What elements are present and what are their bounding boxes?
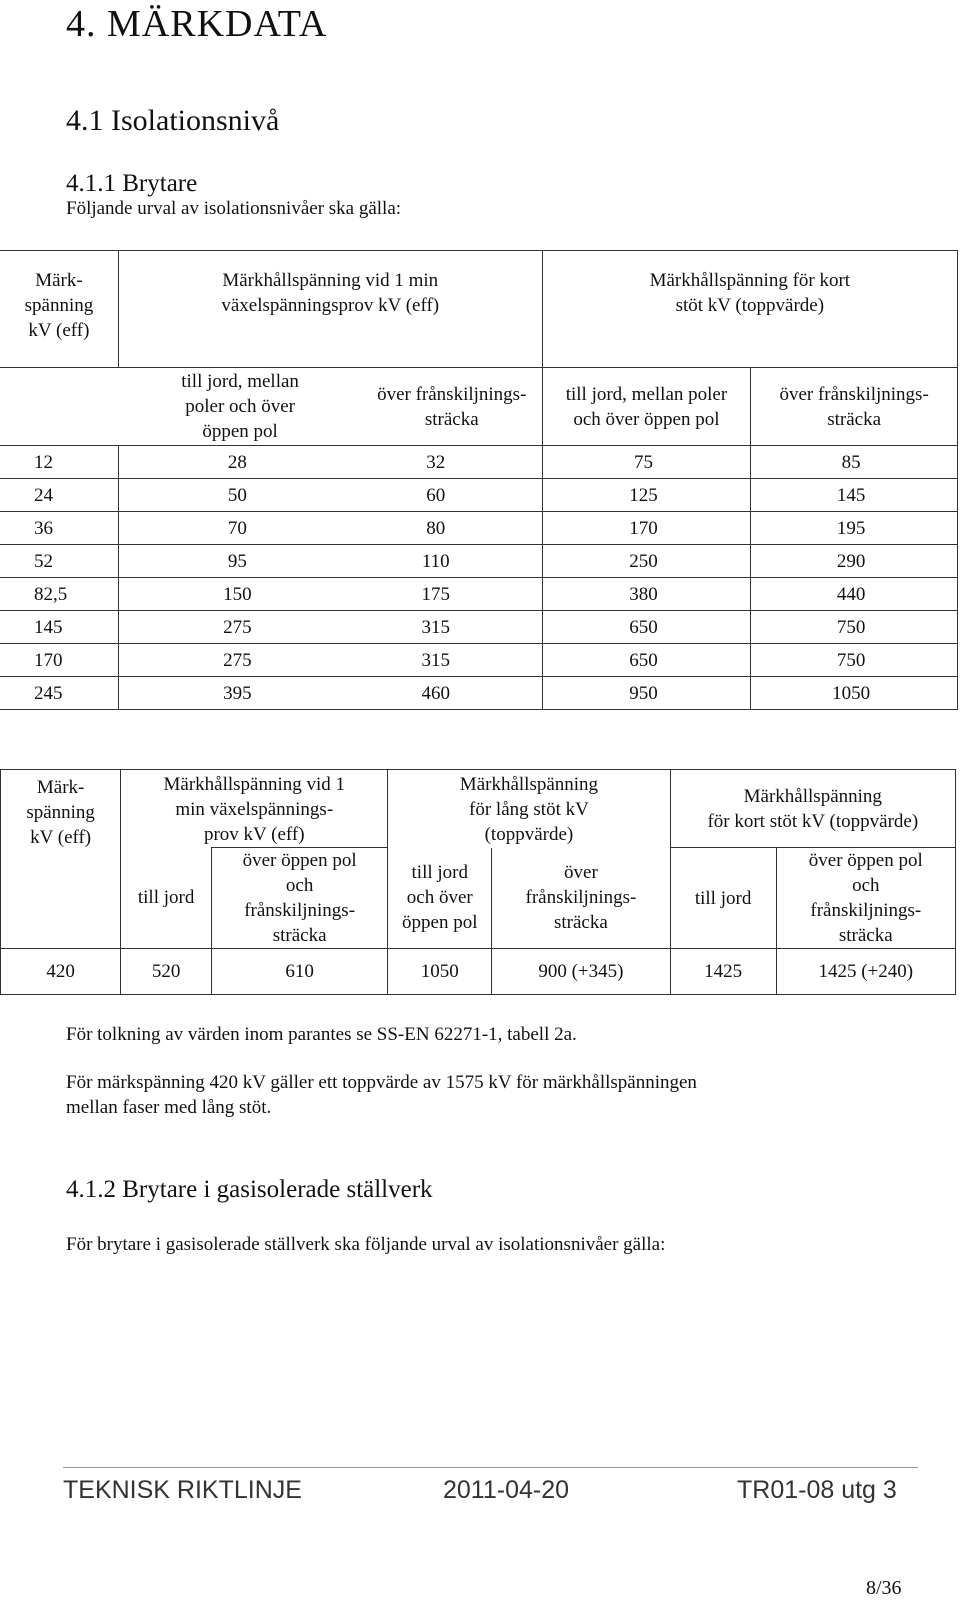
t1-cell: 290 (751, 545, 958, 578)
t1-cell: 750 (751, 611, 958, 644)
t1-cell: 245 (0, 677, 118, 710)
insulation-table-1 (0, 250, 958, 710)
t1-cell: 175 (362, 578, 542, 611)
t1-data-row (0, 644, 958, 677)
t1-cell: 650 (542, 611, 751, 644)
footer-title: TEKNISK RIKTLINJE (63, 1476, 302, 1504)
t1-cell: 75 (542, 446, 751, 479)
t1-cell: 110 (362, 545, 542, 578)
t2-sub-short-open: över öppen pol och frånskiljnings- sträcka (776, 848, 955, 949)
t2-sub-short-earth: till jord (670, 848, 776, 949)
t1-cell: 170 (542, 512, 751, 545)
t1-cell: 36 (0, 512, 118, 545)
t1-cell: 32 (362, 446, 542, 479)
t1-cell: 950 (542, 677, 751, 710)
t1-cell: 24 (0, 479, 118, 512)
t1-cell: 750 (751, 644, 958, 677)
t2-sub-long-isol: över frånskiljnings- sträcka (492, 848, 670, 949)
t1-cell: 275 (118, 644, 361, 677)
t1-cell: 95 (118, 545, 361, 578)
t1-cell: 82,5 (0, 578, 118, 611)
t1-sub-imp-earth: till jord, mellan poler och över öppen pol (542, 368, 751, 446)
t1-cell: 125 (542, 479, 751, 512)
t2-cell: 900 (+345) (492, 949, 670, 995)
t1-data-row (0, 479, 958, 512)
t1-cell: 80 (362, 512, 542, 545)
footer-rule (63, 1467, 918, 1468)
t1-head-rated-voltage: Märk- spänning kV (eff) (0, 251, 118, 368)
t1-data-row (0, 677, 958, 710)
t1-data-row (0, 545, 958, 578)
t1-cell: 250 (542, 545, 751, 578)
t2-cell: 1425 (670, 949, 776, 995)
t1-cell: 70 (118, 512, 361, 545)
t1-data-row (0, 446, 958, 479)
t1-cell: 85 (751, 446, 958, 479)
t1-body (0, 446, 958, 710)
t2-head-ac: Märkhållspänning vid 1 min växelspännings- prov kV (eff) (121, 770, 388, 848)
t2-cell: 1425 (+240) (776, 949, 955, 995)
section-2-title: 4.1.2 Brytare i gasisolerade ställverk (66, 1176, 433, 1203)
t1-cell: 440 (751, 578, 958, 611)
t1-cell: 28 (118, 446, 361, 479)
note-1: För tolkning av värden inom parantes se SS-EN 62271-1, tabell 2a. (66, 1024, 577, 1045)
t1-sub-blank (0, 368, 118, 446)
footer-doc: TR01-08 utg 3 (737, 1476, 897, 1504)
insulation-table-2 (0, 769, 956, 995)
t1-data-row (0, 611, 958, 644)
page-number: 8/36 (866, 1577, 902, 1599)
t1-head-ac: Märkhållspänning vid 1 min växelspänningsprov kV (eff) (118, 251, 542, 368)
chapter-title: 4. MÄRKDATA (66, 3, 328, 45)
t2-data-row (1, 949, 956, 995)
t2-cell: 1050 (388, 949, 492, 995)
t2-head-short: Märkhållspänning för kort stöt kV (toppvärde) (670, 770, 955, 848)
t1-cell: 315 (362, 611, 542, 644)
t1-head-impulse: Märkhållspänning för kort stöt kV (toppvärde) (542, 251, 957, 368)
t1-cell: 380 (542, 578, 751, 611)
t1-cell: 52 (0, 545, 118, 578)
t1-cell: 60 (362, 479, 542, 512)
t1-sub-ac-earth: till jord, mellan poler och över öppen pol (118, 368, 361, 446)
t1-data-row (0, 578, 958, 611)
t1-cell: 170 (0, 644, 118, 677)
t2-cell: 520 (121, 949, 212, 995)
section-title: 4.1 Isolationsnivå (66, 104, 280, 137)
t1-cell: 150 (118, 578, 361, 611)
t1-cell: 195 (751, 512, 958, 545)
t1-sub-imp-isol: över frånskiljnings- sträcka (751, 368, 958, 446)
section-2-text: För brytare i gasisolerade ställverk ska följande urval av isolationsnivåer gälla: (66, 1234, 666, 1255)
subsection-title: 4.1.1 Brytare (66, 170, 198, 197)
t2-sub-long-earth: till jord och över öppen pol (388, 848, 492, 949)
t1-cell: 460 (362, 677, 542, 710)
t1-data-row (0, 512, 958, 545)
t1-cell: 395 (118, 677, 361, 710)
t1-cell: 650 (542, 644, 751, 677)
t1-cell: 145 (0, 611, 118, 644)
t1-cell: 12 (0, 446, 118, 479)
t1-cell: 145 (751, 479, 958, 512)
t1-sub-ac-isol: över frånskiljnings- sträcka (362, 368, 542, 446)
t1-cell: 1050 (751, 677, 958, 710)
t2-cell: 610 (211, 949, 387, 995)
t1-cell: 50 (118, 479, 361, 512)
t1-cell: 315 (362, 644, 542, 677)
t2-head-long: Märkhållspänning för lång stöt kV (toppvärde) (388, 770, 670, 848)
t2-head-rated-voltage: Märk- spänning kV (eff) (1, 770, 121, 949)
t2-sub-ac-earth: till jord (121, 848, 212, 949)
footer-date: 2011-04-20 (443, 1476, 570, 1504)
t1-cell: 275 (118, 611, 361, 644)
t2-sub-ac-open: över öppen pol och frånskiljnings- sträcka (211, 848, 387, 949)
note-2: För märkspänning 420 kV gäller ett toppvärde av 1575 kV för märkhållspänningen mellan faser med lång stöt. (66, 1072, 697, 1118)
intro-text: Följande urval av isolationsnivåer ska gälla: (66, 198, 402, 219)
t2-cell: 420 (1, 949, 121, 995)
